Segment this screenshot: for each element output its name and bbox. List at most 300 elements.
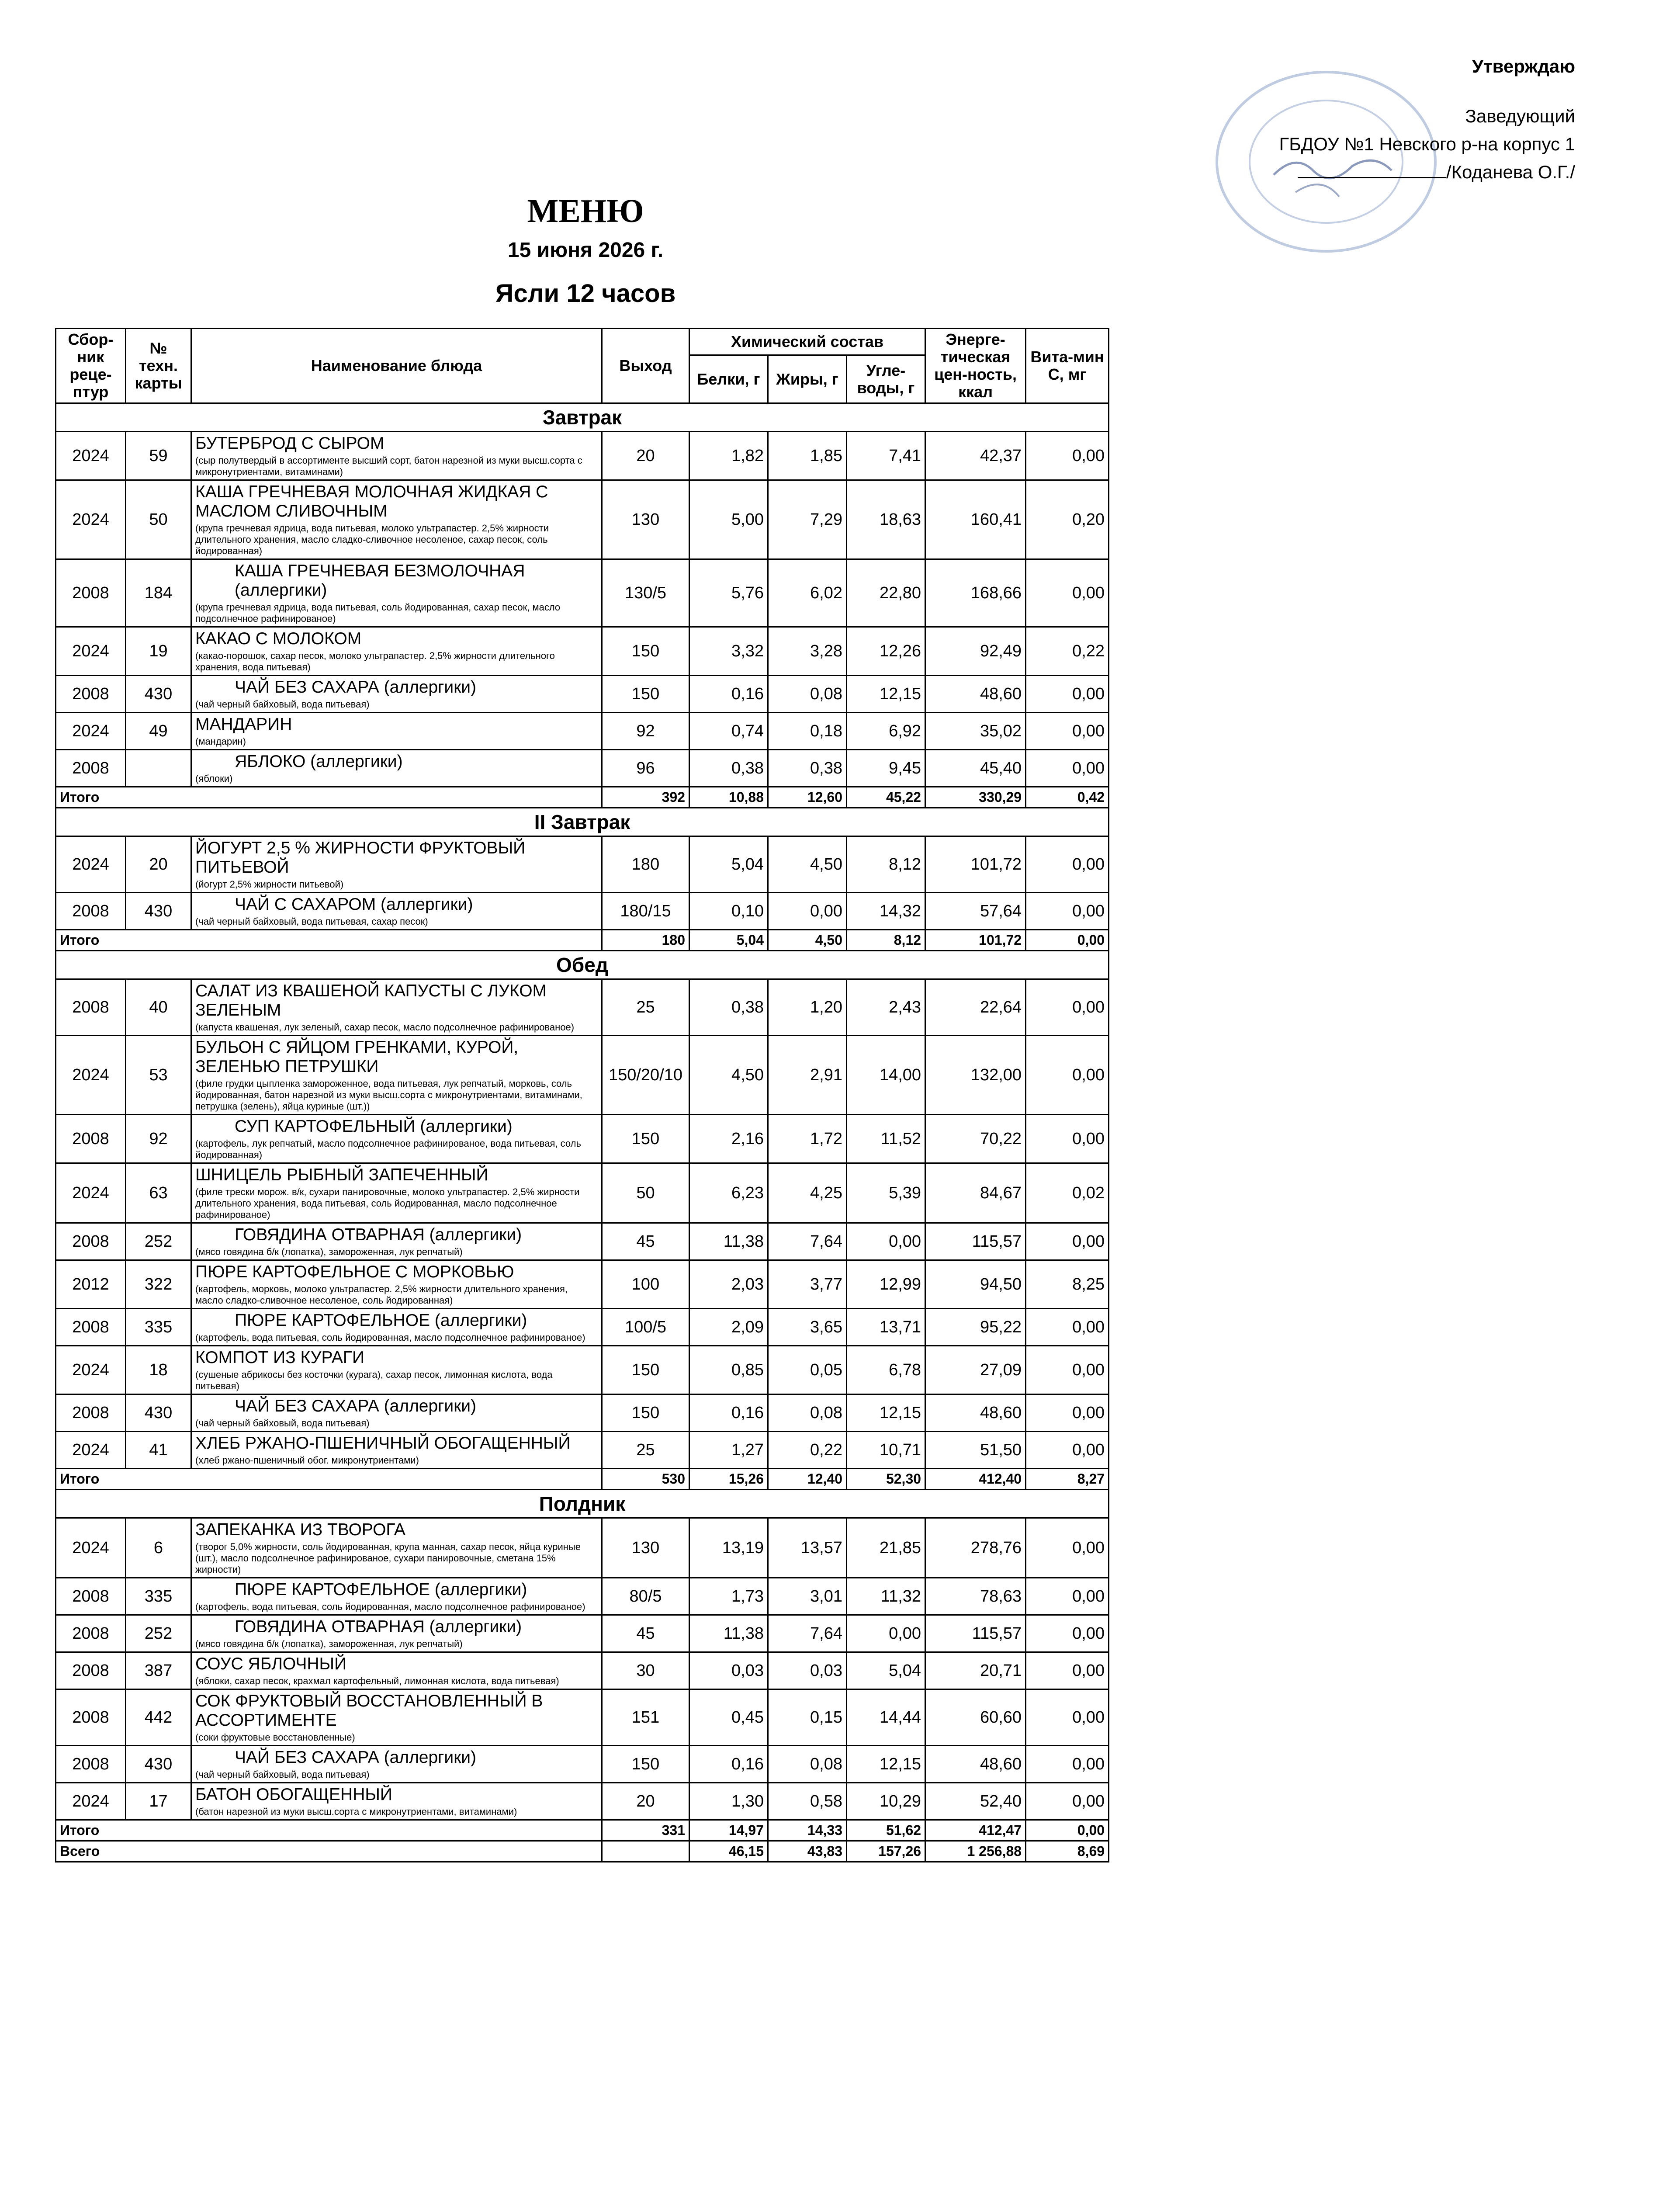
cell-energy: 27,09 (925, 1346, 1026, 1394)
cell-dish (191, 1432, 602, 1469)
cell-fat: 0,38 (768, 750, 847, 787)
cell-carbs: 22,80 (847, 559, 925, 627)
cell-carbs: 0,00 (847, 1615, 925, 1652)
cell-dish (191, 1346, 602, 1394)
cell-vitc: 0,00 (1026, 1518, 1109, 1578)
cell-vitc: 0,00 (1026, 979, 1109, 1036)
cell-card: 19 (126, 627, 191, 676)
grand-total-energy: 1 256,88 (925, 1841, 1026, 1862)
table-row (56, 1115, 1109, 1163)
cell-protein: 5,76 (689, 559, 768, 627)
total-energy: 330,29 (925, 787, 1026, 808)
dish-composition: (чай черный байховый, вода питьевая) (195, 699, 370, 710)
cell-protein: 11,38 (689, 1615, 768, 1652)
cell-carbs: 5,04 (847, 1652, 925, 1689)
cell-fat: 1,85 (768, 432, 847, 480)
cell-protein: 1,82 (689, 432, 768, 480)
cell-energy: 94,50 (925, 1260, 1026, 1309)
dish-composition: (мандарин) (195, 736, 246, 747)
cell-yield: 20 (602, 432, 689, 480)
cell-yield: 150 (602, 676, 689, 713)
cell-yield: 45 (602, 1615, 689, 1652)
cell-yield: 150 (602, 1394, 689, 1432)
dish-name: ЧАЙ С САХАРОМ (аллергики) (235, 895, 473, 914)
cell-carbs: 8,12 (847, 836, 925, 893)
cell-energy: 45,40 (925, 750, 1026, 787)
cell-fat: 1,72 (768, 1115, 847, 1163)
cell-collection: 2024 (56, 1783, 126, 1820)
dish-name: КАША ГРЕЧНЕВАЯ МОЛОЧНАЯ ЖИДКАЯ С МАСЛОМ СЛИВОЧНЫМ (195, 482, 548, 520)
table-row (56, 1346, 1109, 1394)
dish-name: ЧАЙ БЕЗ САХАРА (аллергики) (235, 1748, 477, 1767)
cell-dish (191, 676, 602, 713)
cell-energy: 115,57 (925, 1615, 1026, 1652)
cell-protein: 0,03 (689, 1652, 768, 1689)
table-header-row (56, 329, 1109, 355)
total-yield: 530 (602, 1469, 689, 1490)
cell-energy: 48,60 (925, 1746, 1026, 1783)
cell-card: 335 (126, 1309, 191, 1346)
cell-energy: 51,50 (925, 1432, 1026, 1469)
cell-collection: 2024 (56, 432, 126, 480)
cell-fat: 3,28 (768, 627, 847, 676)
cell-dish (191, 1163, 602, 1223)
table-row (56, 979, 1109, 1036)
cell-collection: 2024 (56, 1432, 126, 1469)
cell-collection: 2008 (56, 893, 126, 930)
approval-signature-row (1182, 158, 1575, 186)
grand-total-vitc: 8,69 (1026, 1841, 1109, 1862)
dish-name: СУП КАРТОФЕЛЬНЫЙ (аллергики) (235, 1117, 513, 1136)
table-row (56, 480, 1109, 559)
cell-card: 59 (126, 432, 191, 480)
cell-energy: 70,22 (925, 1115, 1026, 1163)
cell-card: 53 (126, 1036, 191, 1115)
dish-name: СОК ФРУКТОВЫЙ ВОССТАНОВЛЕННЫЙ В АССОРТИМЕНТЕ (195, 1692, 543, 1730)
table-row (56, 1783, 1109, 1820)
dish-composition: (хлеб ржано-пшеничный обог. микронутриентами) (195, 1455, 419, 1466)
cell-vitc: 0,00 (1026, 1746, 1109, 1783)
cell-dish (191, 1518, 602, 1578)
cell-protein: 0,45 (689, 1689, 768, 1746)
table-row (56, 1394, 1109, 1432)
cell-dish (191, 1615, 602, 1652)
cell-carbs: 13,71 (847, 1309, 925, 1346)
dish-composition: (мясо говядина б/к (лопатка), замороженная, лук репчатый) (195, 1246, 463, 1257)
cell-yield: 50 (602, 1163, 689, 1223)
cell-dish (191, 1689, 602, 1746)
total-yield: 331 (602, 1820, 689, 1841)
dish-composition: (йогурт 2,5% жирности питьевой) (195, 879, 344, 890)
cell-collection: 2008 (56, 1578, 126, 1615)
dish-composition: (какао-порошок, сахар песок, молоко ультрапастер. 2,5% жирности длительного хранения, вода питьевая) (195, 650, 555, 673)
cell-vitc: 0,00 (1026, 1689, 1109, 1746)
total-vitc: 0,00 (1026, 1820, 1109, 1841)
cell-protein: 5,04 (689, 836, 768, 893)
approval-position: Заведующий (1465, 106, 1575, 126)
dish-composition: (картофель, вода питьевая, соль йодированная, масло подсолнечное рафинированое) (195, 1332, 585, 1343)
cell-fat: 4,25 (768, 1163, 847, 1223)
dish-composition: (филе трески морож. в/к, сухари панировочные, молоко ультрапастер. 2,5% жирности длительного хранения, вода питьевая, соль йодированная, масло подсолнечное рафинированое) (195, 1186, 580, 1220)
total-row (56, 930, 1109, 951)
grand-total-carbs: 157,26 (847, 1841, 925, 1862)
dish-name: ЧАЙ БЕЗ САХАРА (аллергики) (235, 678, 477, 697)
total-carbs: 51,62 (847, 1820, 925, 1841)
total-row (56, 787, 1109, 808)
cell-energy: 78,63 (925, 1578, 1026, 1615)
table-row (56, 1163, 1109, 1223)
section-title: Обед (56, 951, 1109, 979)
cell-dish (191, 1652, 602, 1689)
table-row (56, 1578, 1109, 1615)
dish-composition: (яблоки) (195, 773, 233, 784)
grand-total-row (56, 1841, 1109, 1862)
cell-fat: 3,65 (768, 1309, 847, 1346)
cell-protein: 2,03 (689, 1260, 768, 1309)
cell-vitc: 0,00 (1026, 1309, 1109, 1346)
dish-composition: (картофель, вода питьевая, соль йодированная, масло подсолнечное рафинированое) (195, 1601, 585, 1612)
total-vitc: 0,00 (1026, 930, 1109, 951)
cell-collection: 2008 (56, 750, 126, 787)
cell-collection: 2024 (56, 480, 126, 559)
dish-composition: (чай черный байховый, вода питьевая) (195, 1769, 370, 1780)
cell-yield: 130 (602, 1518, 689, 1578)
cell-yield: 20 (602, 1783, 689, 1820)
cell-yield: 100/5 (602, 1309, 689, 1346)
cell-card: 18 (126, 1346, 191, 1394)
page-title: МЕНЮ (527, 193, 644, 229)
dish-name: СОУС ЯБЛОЧНЫЙ (195, 1654, 347, 1673)
cell-yield: 100 (602, 1260, 689, 1309)
total-carbs: 8,12 (847, 930, 925, 951)
cell-fat: 0,15 (768, 1689, 847, 1746)
total-protein: 5,04 (689, 930, 768, 951)
section-title: II Завтрак (56, 808, 1109, 836)
table-row (56, 627, 1109, 676)
cell-card: 252 (126, 1615, 191, 1652)
cell-card: 430 (126, 1394, 191, 1432)
dish-name: САЛАТ ИЗ КВАШЕНОЙ КАПУСТЫ С ЛУКОМ ЗЕЛЕНЫМ (195, 982, 547, 1020)
dish-name: ПЮРЕ КАРТОФЕЛЬНОЕ С МОРКОВЬЮ (195, 1262, 514, 1281)
cell-dish (191, 627, 602, 676)
dish-name: ГОВЯДИНА ОТВАРНАЯ (аллергики) (235, 1225, 522, 1244)
cell-fat: 0,58 (768, 1783, 847, 1820)
cell-carbs: 12,26 (847, 627, 925, 676)
cell-fat: 3,01 (768, 1578, 847, 1615)
total-label: Итого (56, 1820, 602, 1841)
cell-carbs: 7,41 (847, 432, 925, 480)
table-row (56, 1652, 1109, 1689)
cell-energy: 168,66 (925, 559, 1026, 627)
cell-vitc: 0,00 (1026, 893, 1109, 930)
cell-energy: 60,60 (925, 1689, 1026, 1746)
cell-energy: 278,76 (925, 1518, 1026, 1578)
cell-card: 252 (126, 1223, 191, 1260)
menu-group: Ясли 12 часов (495, 279, 676, 308)
cell-fat: 13,57 (768, 1518, 847, 1578)
cell-yield: 25 (602, 979, 689, 1036)
dish-name: ЗАПЕКАНКА ИЗ ТВОРОГА (195, 1520, 405, 1539)
table-row (56, 1260, 1109, 1309)
cell-vitc: 0,00 (1026, 1346, 1109, 1394)
total-vitc: 0,42 (1026, 787, 1109, 808)
dish-composition: (батон нарезной из муки высш.сорта с микронутриентами, витаминами) (195, 1806, 517, 1817)
cell-carbs: 18,63 (847, 480, 925, 559)
cell-carbs: 11,32 (847, 1578, 925, 1615)
cell-fat: 3,77 (768, 1260, 847, 1309)
table-row (56, 893, 1109, 930)
cell-card: 41 (126, 1432, 191, 1469)
total-vitc: 8,27 (1026, 1469, 1109, 1490)
total-energy: 412,47 (925, 1820, 1026, 1841)
cell-energy: 160,41 (925, 480, 1026, 559)
cell-yield: 130/5 (602, 559, 689, 627)
cell-dish (191, 836, 602, 893)
total-fat: 4,50 (768, 930, 847, 951)
dish-composition: (чай черный байховый, вода питьевая, сахар песок) (195, 916, 428, 927)
cell-dish (191, 1578, 602, 1615)
dish-composition: (картофель, морковь, молоко ультрапастер. 2,5% жирности длительного хранения, масло сладко-сливочное несоленое, соль йодированная) (195, 1283, 568, 1306)
cell-collection: 2024 (56, 627, 126, 676)
dish-name: ЯБЛОКО (аллергики) (235, 752, 403, 771)
cell-energy: 48,60 (925, 676, 1026, 713)
dish-name: БАТОН ОБОГАЩЕННЫЙ (195, 1785, 392, 1804)
section-row (56, 1490, 1109, 1518)
cell-yield: 130 (602, 480, 689, 559)
col-header-energy: Энерге-тическая цен-ность, ккал (925, 329, 1026, 403)
cell-carbs: 12,15 (847, 1746, 925, 1783)
cell-protein: 0,16 (689, 676, 768, 713)
cell-collection: 2008 (56, 979, 126, 1036)
dish-name: ПЮРЕ КАРТОФЕЛЬНОЕ (аллергики) (235, 1580, 527, 1599)
cell-protein: 0,38 (689, 979, 768, 1036)
cell-protein: 0,85 (689, 1346, 768, 1394)
cell-carbs: 10,29 (847, 1783, 925, 1820)
total-row (56, 1820, 1109, 1841)
dish-composition: (картофель, лук репчатый, масло подсолнечное рафинированое, вода питьевая, соль йодированная) (195, 1138, 581, 1160)
approval-signer: /Коданева О.Г./ (1446, 162, 1575, 182)
grand-total-yield (602, 1841, 689, 1862)
cell-collection: 2008 (56, 1689, 126, 1746)
cell-dish (191, 1309, 602, 1346)
dish-name: ГОВЯДИНА ОТВАРНАЯ (аллергики) (235, 1617, 522, 1636)
total-fat: 12,60 (768, 787, 847, 808)
approval-org: ГБДОУ №1 Невского р-на корпус 1 (1279, 134, 1575, 154)
cell-carbs: 21,85 (847, 1518, 925, 1578)
dish-composition: (соки фруктовые восстановленные) (195, 1732, 355, 1743)
cell-yield: 180/15 (602, 893, 689, 930)
cell-vitc: 0,00 (1026, 432, 1109, 480)
cell-fat: 4,50 (768, 836, 847, 893)
menu-date: 15 июня 2026 г. (507, 239, 664, 262)
grand-total-protein: 46,15 (689, 1841, 768, 1862)
cell-carbs: 12,15 (847, 1394, 925, 1432)
cell-yield: 150 (602, 1746, 689, 1783)
table-row (56, 1615, 1109, 1652)
dish-name: БУЛЬОН С ЯЙЦОМ ГРЕНКАМИ, КУРОЙ, ЗЕЛЕНЬЮ ПЕТРУШКИ (195, 1038, 519, 1076)
dish-name: КАКАО С МОЛОКОМ (195, 629, 362, 648)
dish-composition: (чай черный байховый, вода питьевая) (195, 1418, 370, 1429)
dish-name: ХЛЕБ РЖАНО-ПШЕНИЧНЫЙ ОБОГАЩЕННЫЙ (195, 1434, 571, 1453)
cell-collection: 2008 (56, 1652, 126, 1689)
cell-card (126, 750, 191, 787)
cell-vitc: 0,00 (1026, 1652, 1109, 1689)
cell-vitc: 0,00 (1026, 1115, 1109, 1163)
cell-yield: 180 (602, 836, 689, 893)
cell-protein: 2,09 (689, 1309, 768, 1346)
cell-carbs: 12,99 (847, 1260, 925, 1309)
cell-energy: 57,64 (925, 893, 1026, 930)
cell-collection: 2008 (56, 1746, 126, 1783)
total-carbs: 45,22 (847, 787, 925, 808)
cell-yield: 150 (602, 627, 689, 676)
cell-dish (191, 750, 602, 787)
total-label: Итого (56, 787, 602, 808)
cell-card: 6 (126, 1518, 191, 1578)
cell-fat: 0,05 (768, 1346, 847, 1394)
dish-composition: (мясо говядина б/к (лопатка), замороженная, лук репчатый) (195, 1638, 463, 1649)
cell-dish (191, 1260, 602, 1309)
cell-protein: 1,73 (689, 1578, 768, 1615)
total-protein: 10,88 (689, 787, 768, 808)
cell-energy: 115,57 (925, 1223, 1026, 1260)
cell-yield: 150 (602, 1115, 689, 1163)
cell-carbs: 2,43 (847, 979, 925, 1036)
cell-protein: 1,30 (689, 1783, 768, 1820)
cell-fat: 2,91 (768, 1036, 847, 1115)
dish-composition: (крупа гречневая ядрица, вода питьевая, соль йодированная, сахар песок, масло подсолнечное рафинированое) (195, 602, 561, 624)
total-protein: 14,97 (689, 1820, 768, 1841)
cell-vitc: 0,00 (1026, 713, 1109, 750)
cell-card: 387 (126, 1652, 191, 1689)
col-header-card: № техн. карты (126, 329, 191, 403)
cell-card: 40 (126, 979, 191, 1036)
cell-protein: 2,16 (689, 1115, 768, 1163)
cell-collection: 2024 (56, 1036, 126, 1115)
total-fat: 14,33 (768, 1820, 847, 1841)
col-header-yield: Выход (602, 329, 689, 403)
cell-energy: 92,49 (925, 627, 1026, 676)
cell-fat: 7,29 (768, 480, 847, 559)
dish-name: БУТЕРБРОД С СЫРОМ (195, 434, 384, 453)
total-protein: 15,26 (689, 1469, 768, 1490)
cell-energy: 132,00 (925, 1036, 1026, 1115)
cell-collection: 2024 (56, 1346, 126, 1394)
total-label: Итого (56, 1469, 602, 1490)
dish-name: ШНИЦЕЛЬ РЫБНЫЙ ЗАПЕЧЕННЫЙ (195, 1165, 488, 1184)
table-row (56, 559, 1109, 627)
cell-fat: 7,64 (768, 1615, 847, 1652)
cell-vitc: 0,00 (1026, 1615, 1109, 1652)
cell-vitc: 8,25 (1026, 1260, 1109, 1309)
total-fat: 12,40 (768, 1469, 847, 1490)
cell-carbs: 5,39 (847, 1163, 925, 1223)
cell-yield: 151 (602, 1689, 689, 1746)
col-header-chem: Химический состав (689, 329, 925, 355)
cell-card: 430 (126, 1746, 191, 1783)
cell-fat: 0,08 (768, 1394, 847, 1432)
cell-collection: 2008 (56, 1615, 126, 1652)
cell-protein: 3,32 (689, 627, 768, 676)
table-row (56, 1518, 1109, 1578)
cell-card: 322 (126, 1260, 191, 1309)
cell-dish (191, 1223, 602, 1260)
cell-vitc: 0,00 (1026, 1432, 1109, 1469)
approval-block (1182, 52, 1575, 186)
cell-protein: 0,16 (689, 1746, 768, 1783)
cell-collection: 2024 (56, 836, 126, 893)
menu-table-body (56, 403, 1109, 1862)
cell-collection: 2024 (56, 1163, 126, 1223)
dish-name: МАНДАРИН (195, 715, 292, 734)
cell-energy: 35,02 (925, 713, 1026, 750)
cell-fat: 0,22 (768, 1432, 847, 1469)
cell-yield: 45 (602, 1223, 689, 1260)
cell-energy: 22,64 (925, 979, 1026, 1036)
cell-collection: 2024 (56, 1518, 126, 1578)
total-energy: 412,40 (925, 1469, 1026, 1490)
dish-composition: (сушеные абрикосы без косточки (курага), сахар песок, лимонная кислота, вода питьевая) (195, 1369, 553, 1391)
cell-dish (191, 432, 602, 480)
total-carbs: 52,30 (847, 1469, 925, 1490)
table-row (56, 676, 1109, 713)
cell-energy: 20,71 (925, 1652, 1026, 1689)
cell-carbs: 10,71 (847, 1432, 925, 1469)
cell-dish (191, 559, 602, 627)
cell-collection: 2008 (56, 559, 126, 627)
cell-protein: 0,10 (689, 893, 768, 930)
dish-composition: (сыр полутвердый в ассортименте высший сорт, батон нарезной из муки высш.сорта с микронутриентами, витаминами) (195, 455, 582, 477)
cell-energy: 52,40 (925, 1783, 1026, 1820)
dish-name: ПЮРЕ КАРТОФЕЛЬНОЕ (аллергики) (235, 1311, 527, 1330)
cell-energy: 84,67 (925, 1163, 1026, 1223)
cell-carbs: 14,00 (847, 1036, 925, 1115)
table-row (56, 1432, 1109, 1469)
signature-line (1298, 160, 1446, 178)
cell-vitc: 0,00 (1026, 836, 1109, 893)
cell-card: 63 (126, 1163, 191, 1223)
col-header-carbs: Угле-воды, г (847, 355, 925, 403)
dish-composition: (филе грудки цыпленка замороженное, вода питьевая, лук репчатый, морковь, соль йодированная, батон нарезной из муки высш.сорта с микронутриентами, витаминами, петрушка (зелень), яйца куриные (шт.)) (195, 1078, 582, 1112)
cell-protein: 0,16 (689, 1394, 768, 1432)
table-row (56, 432, 1109, 480)
cell-fat: 6,02 (768, 559, 847, 627)
cell-dish (191, 1783, 602, 1820)
cell-card: 50 (126, 480, 191, 559)
dish-name: ЧАЙ БЕЗ САХАРА (аллергики) (235, 1397, 477, 1415)
cell-energy: 101,72 (925, 836, 1026, 893)
section-title: Завтрак (56, 403, 1109, 432)
cell-fat: 0,18 (768, 713, 847, 750)
cell-protein: 4,50 (689, 1036, 768, 1115)
cell-vitc: 0,00 (1026, 1578, 1109, 1615)
dish-composition: (творог 5,0% жирности, соль йодированная, крупа манная, сахар песок, яйца куриные (шт.), масло подсолнечное рафинированое, сухари панировочные, сметана 15% жирности) (195, 1541, 581, 1575)
table-row (56, 1223, 1109, 1260)
cell-carbs: 14,44 (847, 1689, 925, 1746)
cell-yield: 30 (602, 1652, 689, 1689)
cell-dish (191, 480, 602, 559)
cell-carbs: 0,00 (847, 1223, 925, 1260)
cell-fat: 0,08 (768, 676, 847, 713)
cell-card: 184 (126, 559, 191, 627)
grand-total-fat: 43,83 (768, 1841, 847, 1862)
table-row (56, 1036, 1109, 1115)
cell-card: 17 (126, 1783, 191, 1820)
cell-card: 430 (126, 676, 191, 713)
cell-carbs: 6,78 (847, 1346, 925, 1394)
cell-card: 335 (126, 1578, 191, 1615)
table-row (56, 750, 1109, 787)
